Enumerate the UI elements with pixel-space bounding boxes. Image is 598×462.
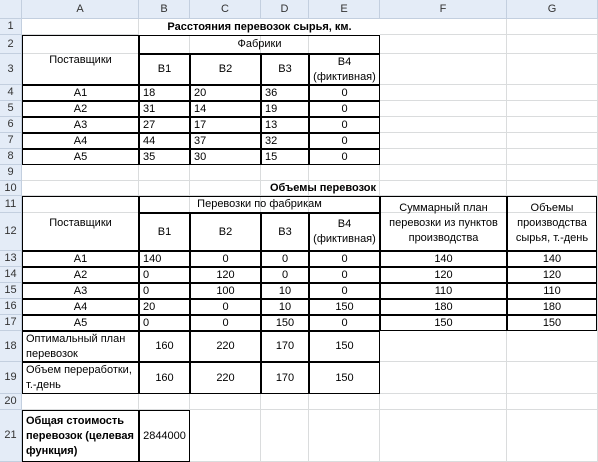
table2-supplier-cell: A3 [22,283,139,299]
table2-shipment-cell[interactable]: 0 [261,267,309,283]
table2-shipment-cell[interactable]: 150 [309,299,380,315]
table2-shipment-cell[interactable]: 140 [139,251,190,267]
table2-shipment-cell[interactable]: 150 [261,315,309,331]
table2-col-b1: B1 [139,213,190,251]
table1-distance-cell: 0 [309,133,380,149]
table2-shipment-cell[interactable]: 0 [190,251,261,267]
row-header-20[interactable]: 20 [0,394,22,410]
table1-distance-cell: 27 [139,117,190,133]
table2-shipment-cell[interactable]: 0 [261,251,309,267]
table2-production-cell: 110 [507,283,597,299]
row-header-1[interactable]: 1 [0,19,22,35]
row-header-16[interactable]: 16 [0,299,22,315]
grid-cell[interactable] [380,54,507,85]
grid-cell[interactable] [507,117,598,133]
table1-suppliers-header: Поставщики [22,35,139,85]
table1-supplier-cell: A3 [22,117,139,133]
table2-shipment-cell[interactable]: 0 [309,315,380,331]
grid-cell[interactable] [309,410,380,462]
grid-cell[interactable] [507,181,598,196]
optimal-plan-label: Оптимальный план перевозок [22,331,139,362]
grid-cell[interactable] [380,394,507,410]
processing-volume-cell: 150 [309,362,380,394]
table2-col-b4: B4 (фиктивная) [309,213,380,251]
grid-cell[interactable] [22,19,139,35]
row-header-6[interactable]: 6 [0,117,22,133]
grid-cell[interactable] [380,101,507,117]
grid-cell[interactable] [380,85,507,101]
table2-total-plan-cell: 180 [380,299,507,315]
table2-title: Объемы перевозок [270,182,376,194]
table2-supplier-cell: A2 [22,267,139,283]
table1-factories-header: Фабрики [139,35,380,54]
grid-cell[interactable] [380,331,507,362]
grid-cell[interactable] [190,165,261,181]
grid-cell[interactable] [507,133,598,149]
table1-distance-cell: 15 [261,149,309,165]
table1-distance-cell: 31 [139,101,190,117]
table2-total-plan-cell: 110 [380,283,507,299]
table2-col-b2: B2 [190,213,261,251]
table1-distance-cell: 37 [190,133,261,149]
table1-distance-cell: 0 [309,149,380,165]
table2-shipment-cell[interactable]: 120 [190,267,261,283]
grid-cell[interactable] [507,54,598,85]
grid-cell[interactable] [22,394,139,410]
row-header-18[interactable]: 18 [0,331,22,362]
table2-shipment-cell[interactable]: 10 [261,299,309,315]
table1-distance-cell: 19 [261,101,309,117]
table2-shipment-cell[interactable]: 20 [139,299,190,315]
grid-cell[interactable] [380,410,507,462]
table2-shipment-cell[interactable]: 0 [139,267,190,283]
grid-cell[interactable] [507,165,598,181]
grid-cell[interactable] [22,165,139,181]
row-header-14[interactable]: 14 [0,267,22,283]
row-header-3[interactable]: 3 [0,54,22,85]
row-header-19[interactable]: 19 [0,362,22,394]
row-header-9[interactable]: 9 [0,165,22,181]
grid-cell[interactable] [507,331,598,362]
grid-cell[interactable] [380,149,507,165]
grid-cell[interactable] [190,410,261,462]
table1-title: Расстояния перевозок сырья, км. [139,19,380,35]
table1-supplier-cell: A1 [22,85,139,101]
table1-distance-cell: 13 [261,117,309,133]
table2-total-plan-cell: 120 [380,267,507,283]
grid-cell[interactable] [261,165,309,181]
table2-suppliers-header: Поставщики [22,196,139,251]
column-header-C[interactable]: C [190,0,261,19]
table2-total-plan-cell: 140 [380,251,507,267]
row-header-2[interactable]: 2 [0,35,22,54]
optimal-plan-cell: 160 [139,331,190,362]
select-all-corner[interactable] [0,0,22,19]
column-header-A[interactable]: A [22,0,139,19]
grid-cell[interactable] [380,117,507,133]
optimal-plan-cell: 220 [190,331,261,362]
grid-cell[interactable] [507,85,598,101]
table2-shipment-cell[interactable]: 0 [309,251,380,267]
table2-shipment-cell[interactable]: 0 [309,267,380,283]
table2-production-header: Объемы производства сырья, т.-день [507,196,597,251]
processing-volume-cell: 160 [139,362,190,394]
table1-distance-cell: 44 [139,133,190,149]
table2-production-cell: 140 [507,251,597,267]
table2-production-cell: 120 [507,267,597,283]
table1-distance-cell: 35 [139,149,190,165]
grid-cell[interactable] [309,394,380,410]
grid-cell[interactable] [380,133,507,149]
row-header-11[interactable]: 11 [0,196,22,213]
grid-cell[interactable] [380,35,507,54]
row-header-5[interactable]: 5 [0,101,22,117]
table2-shipment-cell[interactable]: 0 [139,283,190,299]
table1-distance-cell: 32 [261,133,309,149]
grid-cell[interactable] [507,410,598,462]
table2-total-plan-cell: 150 [380,315,507,331]
table1-distance-cell: 0 [309,117,380,133]
table1-supplier-cell: A2 [22,101,139,117]
grid-cell[interactable] [190,394,261,410]
table1-col-b4: B4 (фиктивная) [309,54,380,85]
table1-supplier-cell: A5 [22,149,139,165]
grid-cell[interactable] [507,394,598,410]
grid-cell[interactable] [139,394,190,410]
table2-shipment-cell[interactable]: 10 [261,283,309,299]
row-header-10[interactable]: 10 [0,181,22,196]
row-header-13[interactable]: 13 [0,251,22,267]
grid-cell[interactable] [261,410,309,462]
table1-distance-cell: 0 [309,101,380,117]
table1-distance-cell: 36 [261,85,309,101]
table2-shipment-cell[interactable]: 0 [190,315,261,331]
optimal-plan-cell: 150 [309,331,380,362]
table2-col-b3: B3 [261,213,309,251]
table1-distance-cell: 17 [190,117,261,133]
row-header-7[interactable]: 7 [0,133,22,149]
grid-cell[interactable] [507,362,598,394]
table2-production-cell: 180 [507,299,597,315]
table2-shipments-header: Перевозки по фабрикам [139,196,380,213]
column-header-G[interactable]: G [507,0,598,19]
table1-distance-cell: 0 [309,85,380,101]
grid-cell[interactable] [507,19,598,35]
row-header-4[interactable]: 4 [0,85,22,101]
column-header-F[interactable]: F [380,0,507,19]
table1-distance-cell: 14 [190,101,261,117]
grid-cell[interactable] [380,19,507,35]
grid-cell[interactable] [139,165,190,181]
grid-cell[interactable] [380,165,507,181]
total-cost-value: 2844000 [139,410,190,462]
grid-cell[interactable] [309,165,380,181]
column-header-D[interactable]: D [261,0,309,19]
processing-volume-cell: 220 [190,362,261,394]
table1-distance-cell: 20 [190,85,261,101]
grid-cell[interactable] [22,181,139,196]
row-header-12[interactable]: 12 [0,213,22,251]
grid-cell[interactable] [380,362,507,394]
table2-production-cell: 150 [507,315,597,331]
table2-shipment-cell[interactable]: 100 [190,283,261,299]
optimal-plan-cell: 170 [261,331,309,362]
processing-volume-label: Объем переработки, т.-день [22,362,139,394]
table2-shipment-cell[interactable]: 0 [190,299,261,315]
table1-col-b3: B3 [261,54,309,85]
grid-cell[interactable] [507,35,598,54]
row-header-15[interactable]: 15 [0,283,22,299]
total-cost-label: Общая стоимость перевозок (целевая функция) [22,410,139,462]
column-header-E[interactable]: E [309,0,380,19]
row-header-17[interactable]: 17 [0,315,22,331]
table1-supplier-cell: A4 [22,133,139,149]
table2-supplier-cell: A1 [22,251,139,267]
table1-distance-cell: 30 [190,149,261,165]
processing-volume-cell: 170 [261,362,309,394]
table2-shipment-cell[interactable]: 0 [139,315,190,331]
table1-col-b2: B2 [190,54,261,85]
row-header-21[interactable]: 21 [0,410,22,462]
grid-cell[interactable] [507,101,598,117]
grid-cell[interactable] [261,394,309,410]
column-header-B[interactable]: B [139,0,190,19]
row-header-8[interactable]: 8 [0,149,22,165]
table1-distance-cell: 18 [139,85,190,101]
table2-total-plan-header: Суммарный план перевозки из пунктов производства [380,196,507,251]
table1-col-b1: B1 [139,54,190,85]
table2-supplier-cell: A4 [22,299,139,315]
table2-shipment-cell[interactable]: 0 [309,283,380,299]
table2-supplier-cell: A5 [22,315,139,331]
grid-cell[interactable] [507,149,598,165]
